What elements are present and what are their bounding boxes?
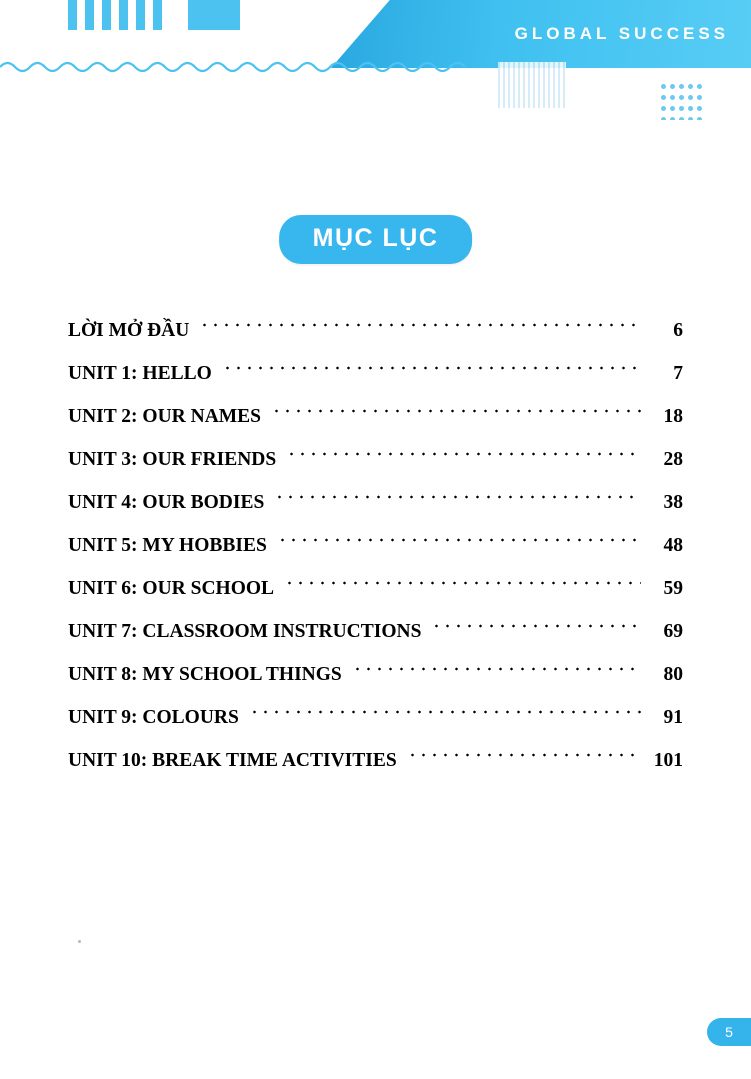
toc-entry-label: UNIT 4: OUR BODIES: [68, 492, 265, 513]
toc-entry-label: UNIT 5: MY HOBBIES: [68, 535, 267, 556]
toc-entry[interactable]: [68, 492, 683, 514]
toc-entry-label: UNIT 2: OUR NAMES: [68, 406, 262, 427]
toc-entry-page: 91: [663, 707, 683, 728]
toc-leader-dots: [431, 618, 641, 634]
toc-entry[interactable]: [68, 406, 683, 428]
toc-entry[interactable]: [68, 707, 683, 729]
toc-entry-label: UNIT 8: MY SCHOOL THINGS: [68, 664, 342, 685]
toc-entry-label: UNIT 1: HELLO: [68, 363, 212, 384]
toc-leader-dots: [352, 661, 641, 677]
toc-entry-page: 6: [673, 320, 683, 341]
page-header: [0, 0, 751, 120]
toc-entry-label: UNIT 6: OUR SCHOOL: [68, 578, 275, 599]
header-bars-decoration: [68, 0, 162, 30]
page-speck: [78, 940, 81, 943]
brand-title: GLOBAL SUCCESS: [514, 24, 729, 43]
toc-entry-page: 38: [663, 492, 683, 513]
page-number-badge: 5: [707, 1018, 751, 1046]
dot-grid-decoration: [661, 84, 706, 120]
toc-entry[interactable]: [68, 621, 683, 643]
toc-entry[interactable]: [68, 664, 683, 686]
toc-entry-page: 18: [663, 406, 683, 427]
toc-entry-label: UNIT 9: COLOURS: [68, 707, 239, 728]
toc-entry[interactable]: [68, 578, 683, 600]
toc-entry-page: 80: [663, 664, 683, 685]
toc-leader-dots: [271, 403, 641, 419]
toc-entry-page: 101: [653, 750, 683, 771]
toc-leader-dots: [286, 446, 641, 462]
wave-decoration: [0, 58, 470, 76]
toc-entry-page: 28: [663, 449, 683, 470]
toc-entry-label: UNIT 3: OUR FRIENDS: [68, 449, 277, 470]
page-title: MỤC LỤC: [279, 215, 473, 264]
header-block-decoration: [188, 0, 240, 30]
toc-leader-dots: [274, 489, 641, 505]
toc-entry-page: 59: [663, 578, 683, 599]
toc-entry[interactable]: [68, 535, 683, 557]
toc-entry-label: LỜI MỞ ĐẦU: [68, 320, 190, 341]
toc-entry-page: 48: [663, 535, 683, 556]
toc-leader-dots: [249, 704, 641, 720]
toc-leader-dots: [284, 575, 641, 591]
toc-entry[interactable]: [68, 363, 683, 385]
toc-entry-page: 69: [663, 621, 683, 642]
toc-entry[interactable]: [68, 320, 683, 342]
table-of-contents: [68, 320, 683, 793]
toc-entry-page: 7: [673, 363, 683, 384]
toc-entry-label: UNIT 10: BREAK TIME ACTIVITIES: [68, 750, 397, 771]
hatch-decoration: [498, 62, 566, 108]
toc-leader-dots: [407, 747, 641, 763]
toc-leader-dots: [277, 532, 641, 548]
toc-entry[interactable]: [68, 750, 683, 772]
toc-entry[interactable]: [68, 449, 683, 471]
toc-leader-dots: [222, 360, 641, 376]
toc-leader-dots: [199, 317, 641, 333]
toc-entry-label: UNIT 7: CLASSROOM INSTRUCTIONS: [68, 621, 422, 642]
